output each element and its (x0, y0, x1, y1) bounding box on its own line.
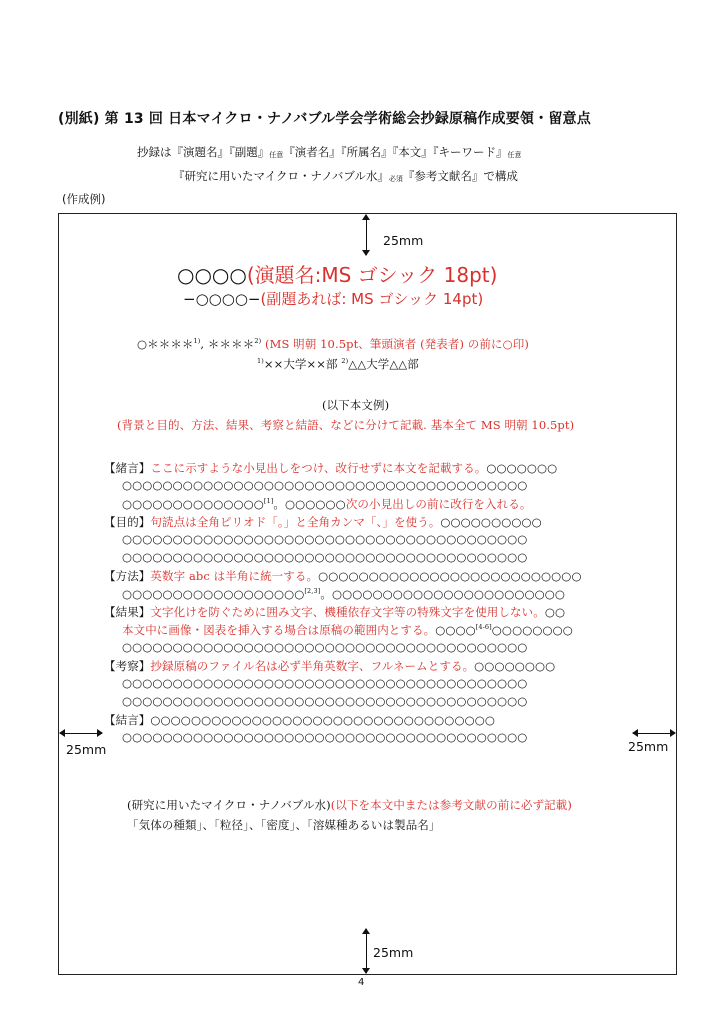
composition-line-1 (137, 144, 522, 160)
body-line-1 (104, 460, 557, 476)
sample-subtitle-circles: −○○○○− (183, 290, 261, 308)
body-instruction: 次の小見出しの前に改行を入れる。 (345, 497, 532, 511)
body-instruction: 句読点は全角ピリオド「。」と全角カンマ「、」を使う。 (150, 515, 441, 529)
body-line-7 (104, 568, 582, 584)
body-placeholder: ○○○○○○○ (486, 461, 558, 475)
body-line-13: ○○○○○○○○○○○○○○○○○○○○○○○○○○○○○○○○○○○○○○○○ (122, 676, 528, 690)
water-note: (以下を本文中または参考文献の前に必ず記載) (330, 798, 572, 812)
citation-mark: [2,3] (304, 587, 321, 596)
sample-affiliations (257, 356, 419, 372)
sample-title-note: (演題名:MS ゴシック 18pt) (246, 263, 498, 287)
body-placeholder: ○○○○○○○○○○○○○○○○○○○○○○○○○○○○○○○○○○ (150, 713, 495, 727)
body-instruction: 抄録原稿のファイル名は必ず半角英数字、フルネームとする。 (150, 659, 475, 673)
sample-authors (137, 336, 529, 352)
body-placeholder: 。○○○○○○○○○○○○○○○○○○○○○○○ (320, 587, 566, 601)
body-placeholder: ○○○○ (435, 623, 476, 637)
section-label-discussion: 【考察】 (104, 659, 151, 673)
body-line-5: ○○○○○○○○○○○○○○○○○○○○○○○○○○○○○○○○○○○○○○○○ (122, 532, 528, 546)
body-line-12 (104, 658, 555, 674)
body-line-16: ○○○○○○○○○○○○○○○○○○○○○○○○○○○○○○○○○○○○○○○○ (122, 730, 528, 744)
composition-line-1-a: 抄録は『演題名』『副題』 (137, 145, 270, 159)
body-instruction: 文字化けを防ぐために囲み文字、機種依存文字等の特殊文字を使用しない。 (150, 605, 545, 619)
body-instruction: 本文中に画像・図表を挿入する場合は原稿の範囲内とする。 (122, 623, 436, 637)
body-placeholder: ○○○○○○○○○○○○○○ (122, 497, 264, 511)
right-margin-arrow-icon (633, 733, 675, 734)
citation-mark: [4-6] (475, 623, 492, 632)
body-instruction: 英数字 abc は半角に統一する。 (150, 569, 319, 583)
water-label: (研究に用いたマイクロ・ナノバブル水) (127, 798, 331, 812)
author-2-affil-mark: 2) (254, 337, 262, 346)
page-number: 4 (358, 977, 365, 988)
optional-tag: 任意 (507, 151, 522, 159)
affil-1: ××大学××部 (263, 357, 338, 371)
sample-title-circles: ○○○○ (177, 263, 247, 287)
top-margin-arrow-icon (366, 215, 367, 255)
section-label-method: 【方法】 (104, 569, 151, 583)
body-placeholder: ○○○○○○○○ (491, 623, 573, 637)
bottom-margin-label: 25mm (373, 945, 414, 960)
authors-note: (MS 明朝 10.5pt、筆頭演者 (発表者) の前に○印) (264, 337, 529, 351)
body-line-9 (104, 604, 565, 620)
body-placeholder: ○○○○○○○○○○○○○○○○○○ (122, 587, 305, 601)
body-line-4 (104, 514, 542, 530)
author-1-affil-mark: 1) (193, 337, 201, 346)
body-line-6: ○○○○○○○○○○○○○○○○○○○○○○○○○○○○○○○○○○○○○○○○ (122, 550, 528, 564)
section-label-purpose: 【目的】 (104, 515, 151, 529)
body-line-8 (122, 586, 565, 602)
body-line-10 (122, 622, 573, 638)
body-note: (背景と目的、方法、結果、考察と結語、などに分けて記載. 基本全て MS 明朝 10.5pt) (117, 418, 575, 432)
composition-line-2 (173, 168, 518, 184)
composition-line-2-a: 『研究に用いたマイクロ・ナノバブル水』 (173, 169, 389, 183)
required-tag: 必須 (388, 175, 403, 183)
sample-subtitle (183, 288, 483, 309)
body-heading: (以下本文例) (322, 398, 390, 412)
optional-tag: 任意 (269, 151, 284, 159)
right-margin-label: 25mm (628, 739, 669, 754)
top-margin-label: 25mm (383, 233, 424, 248)
body-line-11: ○○○○○○○○○○○○○○○○○○○○○○○○○○○○○○○○○○○○○○○○ (122, 640, 528, 654)
composition-line-2-b: 『参考文献名』で構成 (402, 169, 518, 183)
affil-2-mark: 2) (341, 357, 349, 366)
section-label-results: 【結果】 (104, 605, 151, 619)
body-placeholder: 。○○○○○○ (273, 497, 346, 511)
body-placeholder: ○○○○○○○○ (474, 659, 556, 673)
citation-mark: [1] (263, 497, 274, 506)
author-1: ○＊＊＊＊ (137, 337, 194, 351)
body-line-3 (122, 496, 531, 512)
example-label: (作成例) (62, 192, 106, 206)
body-placeholder: ○○○○○○○○○○ (440, 515, 542, 529)
body-placeholder: ○○ (544, 605, 566, 619)
body-line-14: ○○○○○○○○○○○○○○○○○○○○○○○○○○○○○○○○○○○○○○○○ (122, 694, 528, 708)
water-heading (127, 797, 572, 813)
left-margin-label: 25mm (66, 742, 107, 757)
bottom-margin-arrow-icon (366, 929, 367, 973)
body-line-15 (104, 712, 495, 728)
body-instruction: ここに示すような小見出しをつけ、改行せずに本文を記載する。 (150, 461, 487, 475)
document-title: (別紙) 第 13 回 日本マイクロ・ナノバブル学会学術総会抄録原稿作成要領・留意点 (58, 111, 591, 127)
author-2: , ＊＊＊＊ (200, 337, 255, 351)
sample-title (177, 259, 497, 288)
body-placeholder: ○○○○○○○○○○○○○○○○○○○○○○○○○○ (318, 569, 582, 583)
section-label-intro: 【緒言】 (104, 461, 151, 475)
water-items: 「気体の種類」、「粒径」、「密度」、「溶媒種あるいは製品名」 (127, 818, 441, 832)
left-margin-arrow-icon (60, 733, 102, 734)
body-line-2: ○○○○○○○○○○○○○○○○○○○○○○○○○○○○○○○○○○○○○○○○ (122, 478, 528, 492)
section-label-conclusion: 【結言】 (104, 713, 151, 727)
affil-1-mark: 1) (257, 357, 264, 366)
affil-2: △△大学△△部 (348, 357, 419, 371)
composition-line-1-b: 『演者名』『所属名』『本文』『キーワード』 (283, 145, 508, 159)
sample-subtitle-note: (副題あれば: MS ゴシック 14pt) (260, 290, 484, 308)
